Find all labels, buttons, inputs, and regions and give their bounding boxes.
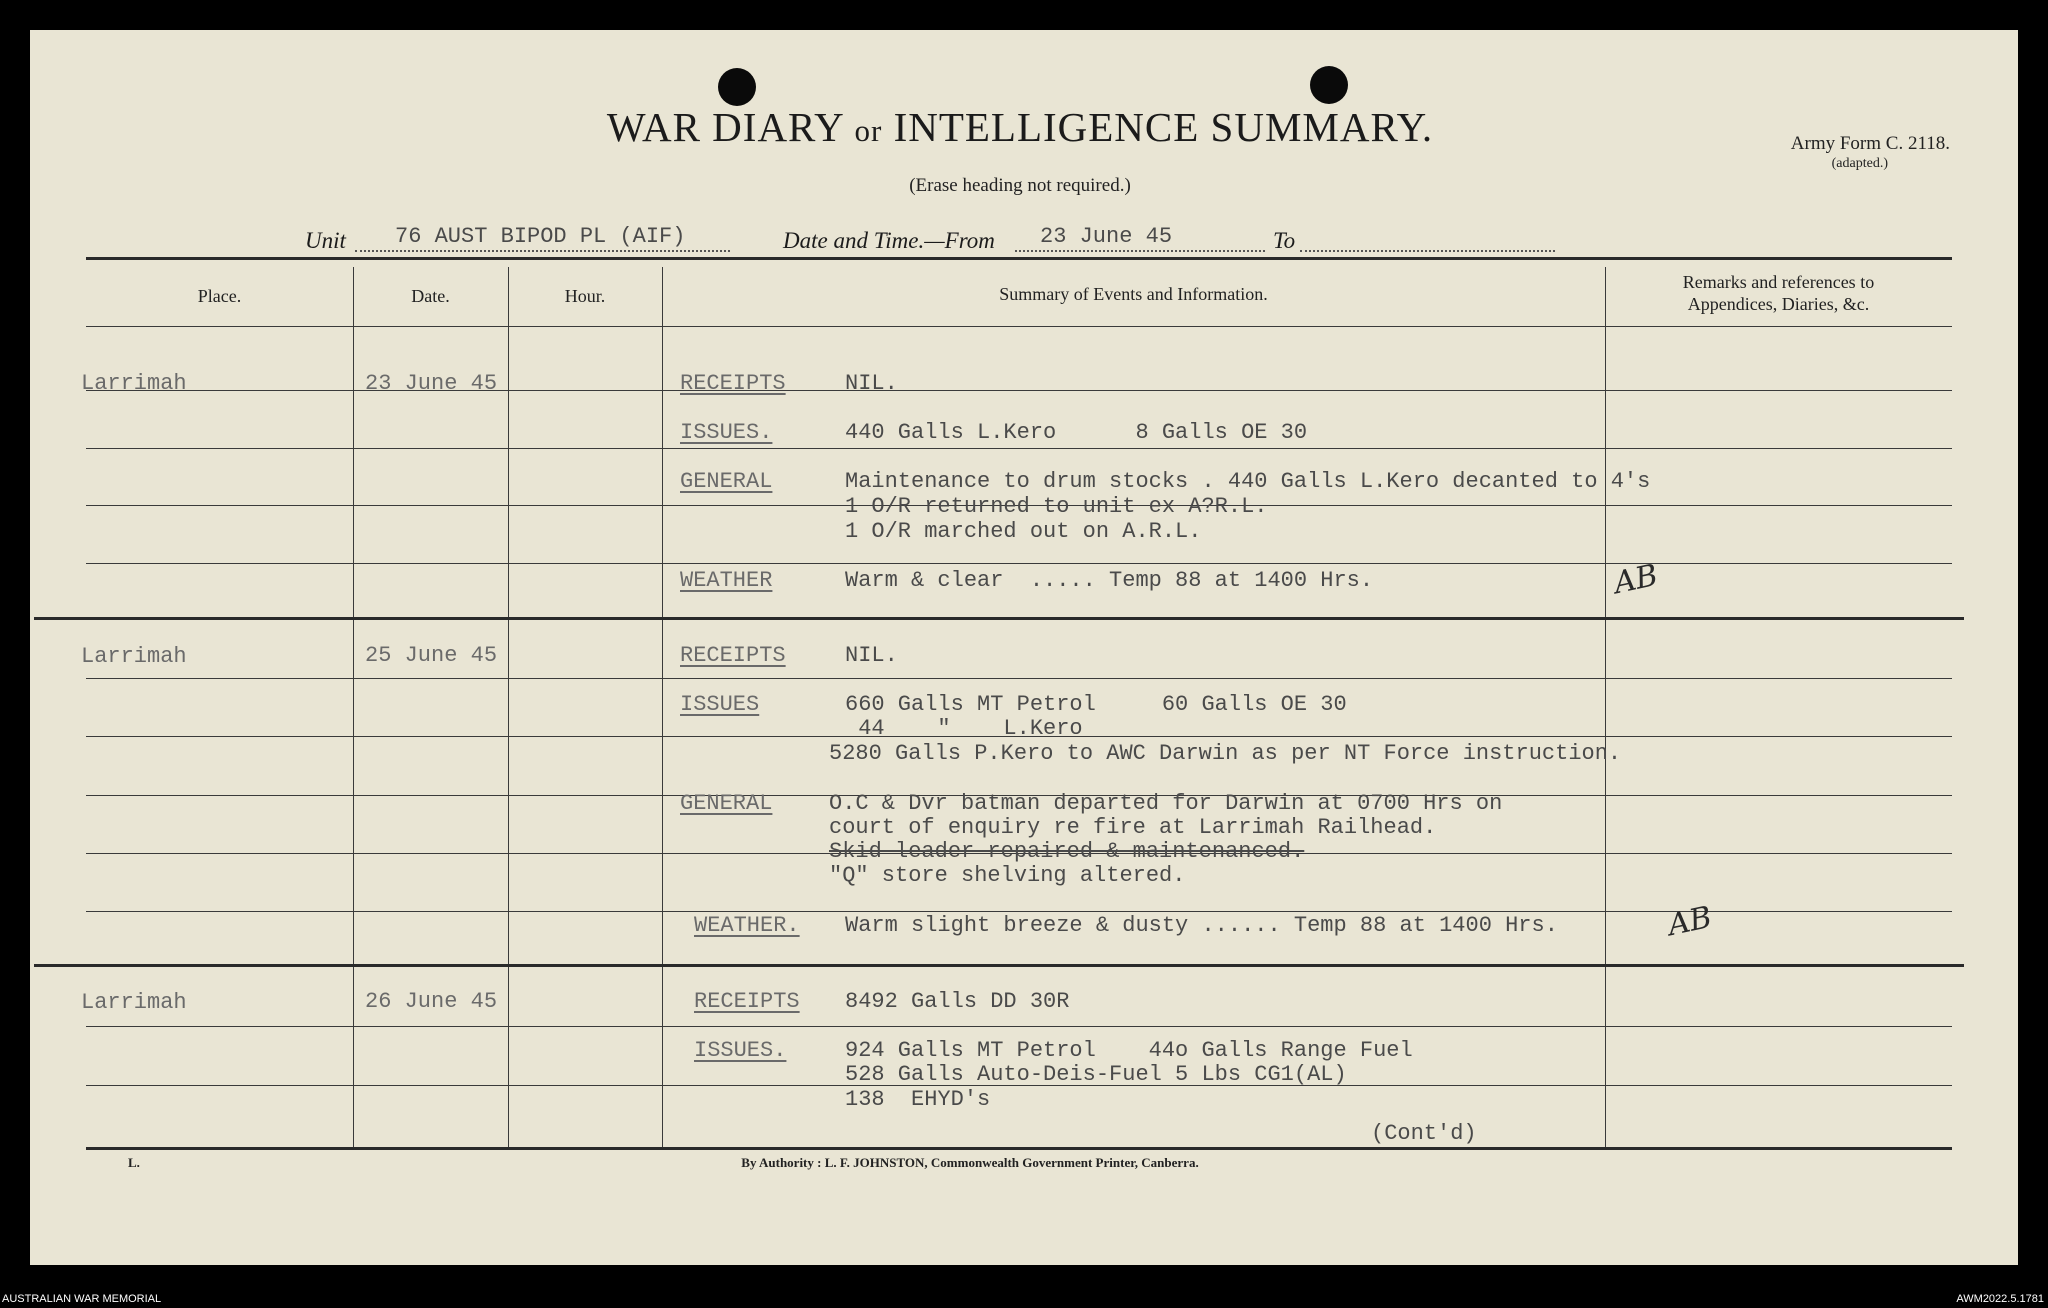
entry-2-text-issues: 660 Galls MT Petrol 60 Galls OE 30: [845, 692, 1347, 717]
entry-2-text-general-4: "Q" store shelving altered.: [829, 863, 1186, 888]
archive-reference: AWM2022.5.1781: [1956, 1293, 2044, 1305]
entry-2-text-general-2: court of enquiry re fire at Larrimah Railhead.: [829, 815, 1437, 840]
ruled-line: [86, 563, 1952, 564]
form-subtitle: (Erase heading not required.): [909, 175, 1131, 196]
punch-hole-right: [1310, 66, 1348, 104]
ruled-line: [86, 448, 1952, 449]
entry-2-head-general: GENERAL: [680, 791, 773, 816]
entry-2-text-issues-2: 44 " L.Kero: [845, 716, 1083, 741]
col-header-place: Place.: [197, 286, 242, 306]
entry-2-text-weather: Warm slight breeze & dusty ...... Temp 88 at 1400 Hrs.: [845, 913, 1558, 938]
form-number: Army Form C. 2118.: [1790, 133, 1950, 154]
title-part-a: WAR DIARY: [606, 104, 844, 150]
entry-3-head-issues: ISSUES.: [694, 1038, 787, 1063]
table-top-rule: [86, 257, 1952, 260]
to-label: To: [1273, 228, 1296, 253]
date-dotted-line: [1015, 250, 1265, 252]
date-from-value: 23 June 45: [1040, 224, 1173, 249]
entry-1-text-weather: Warm & clear ..... Temp 88 at 1400 Hrs.: [845, 568, 1374, 593]
entry-2-date: 25 June 45: [365, 643, 498, 668]
entry-1-head-receipts: RECEIPTS: [680, 371, 786, 396]
header-rule: [86, 326, 1952, 327]
title-or: or: [854, 113, 883, 148]
col-header-date: Date.: [411, 286, 450, 306]
entry-1-head-weather: WEATHER: [680, 568, 773, 593]
entry-2-text-general-3: Skid leader repaired & maintenanced.: [829, 839, 1305, 864]
entry-1-text-general-3: 1 O/R marched out on A.R.L.: [845, 519, 1202, 544]
entry-2-head-issues: ISSUES: [680, 692, 760, 717]
date-label: Date and Time.—From: [783, 228, 995, 253]
entry-2-head-receipts: RECEIPTS: [680, 643, 786, 668]
archive-caption: AUSTRALIAN WAR MEMORIAL: [2, 1293, 162, 1305]
entry-3-place: Larrimah: [81, 990, 187, 1015]
col-divider-hour: [662, 267, 663, 1150]
unit-label: Unit: [305, 228, 346, 253]
entry-3-text-receipts: 8492 Galls DD 30R: [845, 989, 1070, 1014]
entry-2-place: Larrimah: [81, 644, 187, 669]
unit-value: 76 AUST BIPOD PL (AIF): [395, 224, 686, 249]
col-divider-place: [353, 267, 354, 1150]
col-header-hour: Hour.: [564, 286, 606, 306]
form-title: [560, 103, 1480, 151]
entry-2-text-receipts: NIL.: [845, 643, 898, 668]
continued-note: (Cont'd): [1371, 1121, 1477, 1146]
unit-dotted-line: [355, 250, 730, 252]
entry-1-date: 23 June 45: [365, 371, 498, 396]
col-divider-summary: [1605, 267, 1606, 1150]
entry-1-head-general: GENERAL: [680, 469, 773, 494]
title-part-b: INTELLIGENCE SUMMARY.: [893, 104, 1434, 150]
entry-1-text-issues: 440 Galls L.Kero 8 Galls OE 30: [845, 420, 1308, 445]
entry-3-text-issues: 924 Galls MT Petrol 44o Galls Range Fuel: [845, 1038, 1413, 1063]
entry-1-text-general-2: 1 O/R returned to unit ex A?R.L.: [845, 494, 1268, 519]
col-divider-date: [508, 267, 509, 1150]
table-bottom-rule: [86, 1147, 1952, 1150]
entry-1-text-general: Maintenance to drum stocks . 440 Galls L.Kero decanted to 4's: [845, 469, 1651, 494]
entry-2-text-issues-3: 5280 Galls P.Kero to AWC Darwin as per NT Force instruction.: [829, 741, 1622, 766]
entry-1-text-receipts: NIL.: [845, 371, 898, 396]
entry-3-text-issues-2: 528 Galls Auto-Deis-Fuel 5 Lbs CG1(AL): [845, 1062, 1347, 1087]
entry-1-head-issues: ISSUES.: [680, 420, 773, 445]
footer-authority: By Authority : L. F. JOHNSTON, Commonwealth Government Printer, Canberra.: [741, 1155, 1199, 1170]
entry-separator: [34, 964, 1964, 967]
entry-separator: [34, 617, 1964, 620]
ruled-line: [86, 1026, 1952, 1027]
entry-3-date: 26 June 45: [365, 989, 498, 1014]
col-header-summary: Summary of Events and Information.: [999, 284, 1268, 304]
entry-3-head-receipts: RECEIPTS: [694, 989, 800, 1014]
entry-2-signature: AB: [1664, 899, 1715, 944]
ruled-line: [86, 678, 1952, 679]
entry-1-place: Larrimah: [81, 371, 187, 396]
entry-2-head-weather: WEATHER.: [694, 913, 800, 938]
footer-code: L.: [128, 1155, 140, 1170]
to-dotted-line: [1300, 250, 1555, 252]
entry-2-text-general: O.C & Dvr batman departed for Darwin at 0700 Hrs on: [829, 791, 1503, 816]
col-header-remarks: [1605, 271, 1952, 315]
entry-1-signature: AB: [1610, 557, 1661, 602]
col-header-remarks-line1: Remarks and references to: [1682, 272, 1875, 292]
col-header-remarks-line2: Appendices, Diaries, &c.: [1687, 294, 1870, 314]
entry-3-text-issues-3: 138 EHYD's: [845, 1087, 991, 1112]
punch-hole-left: [718, 68, 756, 106]
form-adapted-note: (adapted.): [1831, 156, 1888, 171]
